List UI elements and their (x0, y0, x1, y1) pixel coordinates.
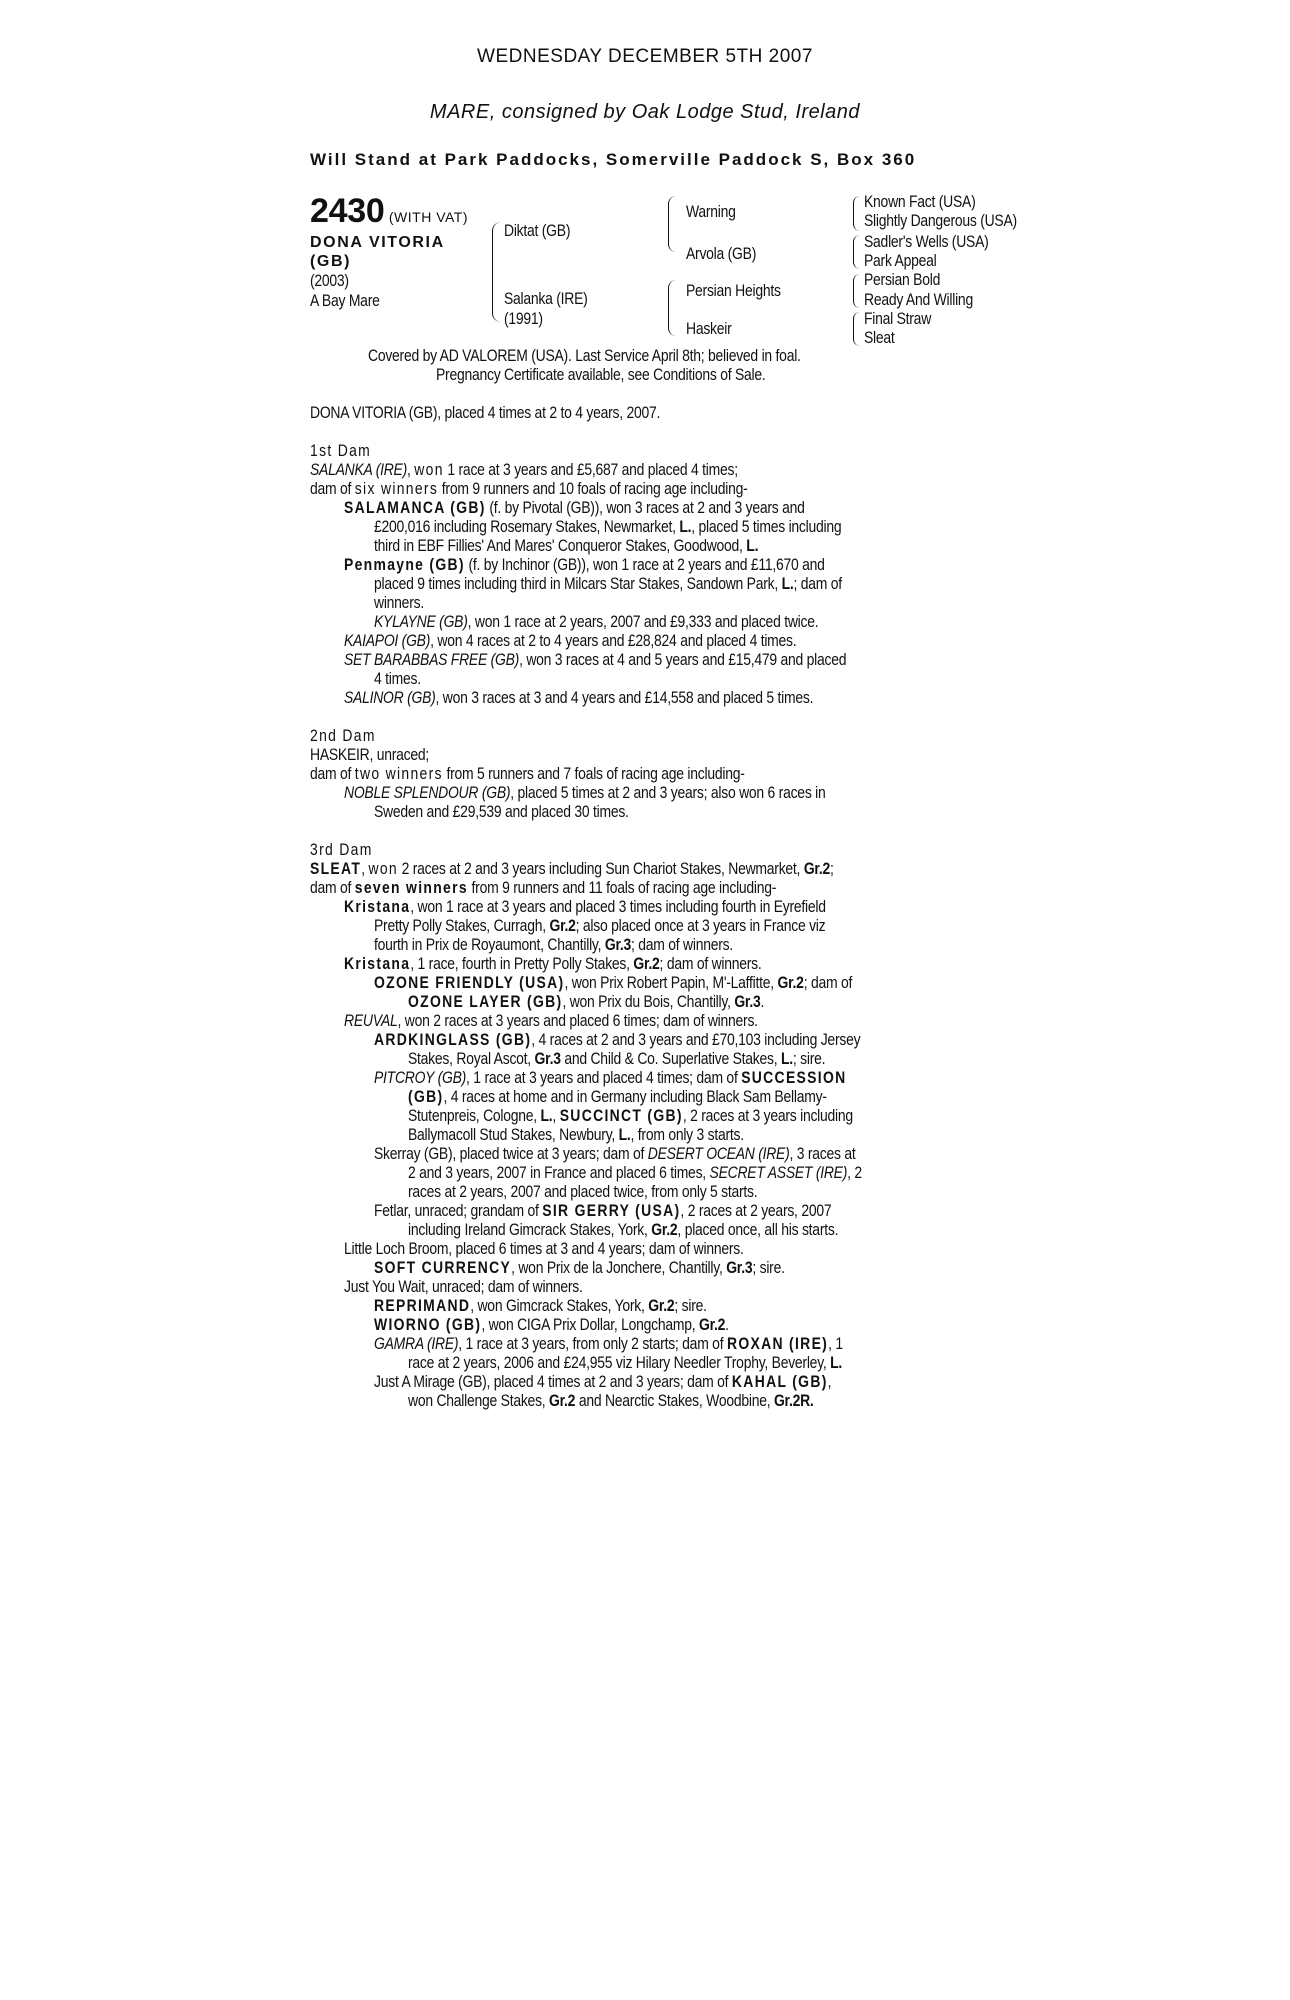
pedigree-brace-sire (668, 196, 676, 252)
kylayne-entry: KYLAYNE (GB), won 1 race at 2 years, 2007 and £9,333 and placed twice. (374, 612, 819, 631)
fetlar-line-2: including Ireland Gimcrack Stakes, York, Gr.2, placed once, all his starts. (408, 1220, 839, 1239)
barabbas-line-2: 4 times. (374, 669, 421, 688)
consignor-line: MARE, consigned by Oak Lodge Stud, Ireland (429, 101, 861, 123)
pedigree-ddd: Sleat (864, 328, 895, 347)
pedigree-ssd: Slightly Dangerous (USA) (864, 211, 1017, 230)
just-you-wait-entry: Just You Wait, unraced; dam of winners. (344, 1277, 583, 1296)
vat-note: (WITH VAT) (388, 209, 469, 225)
penmayne-line-2: placed 9 times including third in Milcars Star Stakes, Sandown Park, L.; dam of (374, 574, 842, 593)
lot-number-block (310, 194, 468, 228)
reprimand-entry: REPRIMAND, won Gimcrack Stakes, York, Gr.2; sire. (374, 1296, 707, 1315)
pedigree-dam: Salanka (IRE) (504, 289, 588, 308)
second-dam-produce-line: dam of two winners from 5 runners and 7 foals of racing age including- (310, 764, 745, 783)
pregnancy-line: Pregnancy Certificate available, see Conditions of Sale. (436, 365, 766, 384)
pedigree-dam-sire: Persian Heights (686, 281, 781, 300)
pedigree-sire: Diktat (GB) (504, 221, 571, 240)
stand-line: Will Stand at Park Paddocks, Somerville Paddock S, Box 360 (310, 150, 917, 169)
pedigree-dss: Persian Bold (864, 270, 941, 289)
pedigree-brace-main (492, 222, 501, 322)
wiorno-entry: WIORNO (GB), won CIGA Prix Dollar, Longchamp, Gr.2. (374, 1315, 729, 1334)
salamanca-line-2: £200,016 including Rosemary Stakes, Newmarket, L., placed 5 times including (374, 517, 842, 536)
penmayne-entry: Penmayne (GB) (f. by Inchinor (GB)), won 1 race at 2 years and £11,670 and (344, 555, 825, 574)
pedigree-brace-g2 (853, 235, 860, 269)
pedigree-dds: Final Straw (864, 309, 932, 328)
skerray-line-2: 2 and 3 years, 2007 in France and placed 6 times, SECRET ASSET (IRE), 2 (408, 1163, 862, 1182)
little-loch-broom-entry: Little Loch Broom, placed 6 times at 3 and 4 years; dam of winners. (344, 1239, 744, 1258)
salamanca-entry: SALAMANCA (GB) (f. by Pivotal (GB)), won 3 races at 2 and 3 years and (344, 498, 805, 517)
gamra-line-2: race at 2 years, 2006 and £24,955 viz Hilary Needler Trophy, Beverley, L. (408, 1353, 843, 1372)
horse-year: (2003) (310, 271, 349, 290)
kristana-entry-1: Kristana, won 1 race at 3 years and placed 3 times including fourth in Eyrefield (344, 897, 826, 916)
pedigree-sds: Sadler's Wells (USA) (864, 232, 989, 251)
covered-line: Covered by AD VALOREM (USA). Last Service April 8th; believed in foal. (368, 346, 801, 365)
horse-country: (GB) (310, 253, 352, 270)
salinor-entry: SALINOR (GB), won 3 races at 3 and 4 years and £14,558 and placed 5 times. (344, 688, 814, 707)
skerray-entry: Skerray (GB), placed twice at 3 years; dam of DESERT OCEAN (IRE), 3 races at (374, 1144, 856, 1163)
pedigree-sss: Known Fact (USA) (864, 192, 976, 211)
sleat-entry: SLEAT, won 2 races at 2 and 3 years including Sun Chariot Stakes, Newmarket, Gr.2; (310, 859, 834, 878)
lot-number: 2430 (310, 192, 385, 230)
horse-name: DONA VITORIA (310, 234, 445, 251)
soft-currency-entry: SOFT CURRENCY, won Prix de la Jonchere, Chantilly, Gr.3; sire. (374, 1258, 785, 1277)
pedigree-sdd: Park Appeal (864, 251, 937, 270)
noble-entry: NOBLE SPLENDOUR (GB), placed 5 times at 2 and 3 years; also won 6 races in (344, 783, 826, 802)
pitcroy-line-3: Stutenpreis, Cologne, L., SUCCINCT (GB), 2 races at 3 years including (408, 1106, 853, 1125)
pitcroy-entry: PITCROY (GB), 1 race at 3 years and placed 4 times; dam of SUCCESSION (374, 1068, 847, 1087)
third-dam-heading: 3rd Dam (310, 840, 373, 859)
fetlar-entry: Fetlar, unraced; grandam of SIR GERRY (USA), 2 races at 2 years, 2007 (374, 1201, 832, 1220)
just-a-mirage-entry: Just A Mirage (GB), placed 4 times at 2 and 3 years; dam of KAHAL (GB), (374, 1372, 832, 1391)
ardkinglass-entry: ARDKINGLASS (GB), 4 races at 2 and 3 years and £70,103 including Jersey (374, 1030, 861, 1049)
sale-date: WEDNESDAY DECEMBER 5TH 2007 (477, 46, 813, 67)
gamra-entry: GAMRA (IRE), 1 race at 3 years, from only 2 starts; dam of ROXAN (IRE), 1 (374, 1334, 843, 1353)
pedigree-brace-g4 (853, 312, 860, 346)
kaiapoi-entry: KAIAPOI (GB), won 4 races at 2 to 4 years and £28,824 and placed 4 times. (344, 631, 797, 650)
reuval-entry: REUVAL, won 2 races at 3 years and placed 6 times; dam of winners. (344, 1011, 758, 1030)
kristana-line-2: Pretty Polly Stakes, Curragh, Gr.2; also placed once at 3 years in France viz (374, 916, 826, 935)
just-a-mirage-line-2: won Challenge Stakes, Gr.2 and Nearctic Stakes, Woodbine, Gr.2R. (408, 1391, 814, 1410)
pedigree-brace-g3 (853, 274, 860, 308)
summary-line: DONA VITORIA (GB), placed 4 times at 2 to 4 years, 2007. (310, 403, 661, 422)
first-dam-heading: 1st Dam (310, 441, 372, 460)
pedigree-dam-dam: Haskeir (686, 319, 732, 338)
pedigree-dsd: Ready And Willing (864, 290, 973, 309)
ardkinglass-line-2: Stakes, Royal Ascot, Gr.3 and Child & Co. Superlative Stakes, L.; sire. (408, 1049, 826, 1068)
penmayne-line-3: winners. (374, 593, 424, 612)
pedigree-sire-sire: Warning (686, 202, 736, 221)
kristana-entry-2: Kristana, 1 race, fourth in Pretty Polly Stakes, Gr.2; dam of winners. (344, 954, 762, 973)
ozone-layer-entry: OZONE LAYER (GB), won Prix du Bois, Chantilly, Gr.3. (408, 992, 765, 1011)
pitcroy-line-2: (GB), 4 races at home and in Germany including Black Sam Bellamy- (408, 1087, 827, 1106)
kristana-line-3: fourth in Prix de Royaumont, Chantilly, Gr.3; dam of winners. (374, 935, 733, 954)
noble-line-2: Sweden and £29,539 and placed 30 times. (374, 802, 629, 821)
barabbas-entry: SET BARABBAS FREE (GB), won 3 races at 4 and 5 years and £15,479 and placed (344, 650, 847, 669)
pedigree-sire-dam: Arvola (GB) (686, 244, 757, 263)
salamanca-line-3: third in EBF Fillies' And Mares' Conqueror Stakes, Goodwood, L. (374, 536, 759, 555)
second-dam-line: HASKEIR, unraced; (310, 745, 430, 764)
first-dam-produce-line: dam of six winners from 9 runners and 10 foals of racing age including- (310, 479, 748, 498)
second-dam-heading: 2nd Dam (310, 726, 376, 745)
first-dam-line: SALANKA (IRE), won 1 race at 3 years and £5,687 and placed 4 times; (310, 460, 738, 479)
pedigree-brace-g1 (853, 196, 860, 231)
pedigree-brace-dam (668, 280, 676, 336)
pitcroy-line-4: Ballymacoll Stud Stakes, Newbury, L., from only 3 starts. (408, 1125, 744, 1144)
horse-description: A Bay Mare (310, 291, 380, 310)
third-dam-produce-line: dam of seven winners from 9 runners and 11 foals of racing age including- (310, 878, 777, 897)
ozone-friendly-entry: OZONE FRIENDLY (USA), won Prix Robert Papin, M'-Laffitte, Gr.2; dam of (374, 973, 853, 992)
skerray-line-3: races at 2 years, 2007 and placed twice, from only 5 starts. (408, 1182, 758, 1201)
pedigree-dam-year: (1991) (504, 309, 543, 328)
